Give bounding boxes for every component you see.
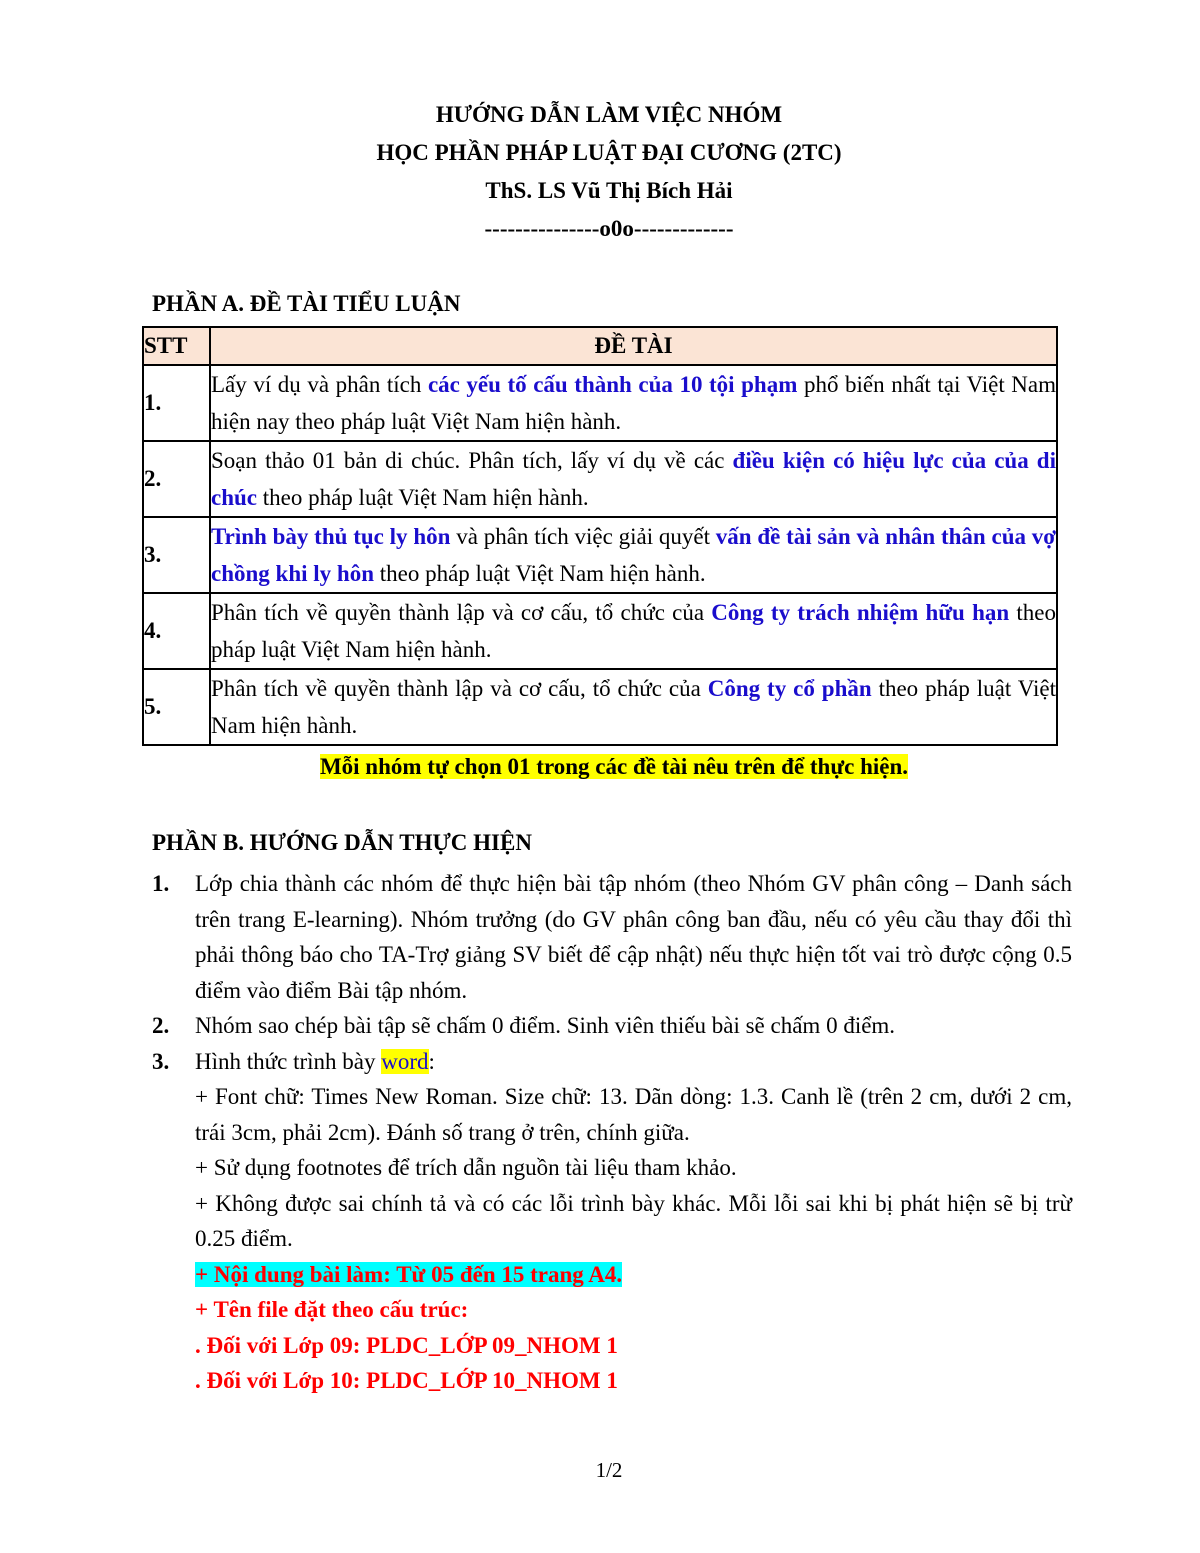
highlighted-word: word [381,1048,429,1074]
topic-description [210,365,1057,441]
topic-description [210,669,1057,745]
topic-text: và phân tích việc giải quyết [450,524,716,549]
topic-highlight: Công ty trách nhiệm hữu hạn [711,600,1010,625]
topic-highlight: Trình bày thủ tục ly hôn [211,524,451,549]
table-header-row [143,327,1057,365]
content-highlight: + Nội dung bài làm: Từ 05 đến 15 trang A4. [195,1261,623,1287]
topic-text: theo pháp luật Việt Nam hiện hành. [211,676,1056,738]
topic-text: theo pháp luật Việt Nam hiện hành. [374,561,706,586]
column-header-stt: STT [143,327,210,365]
topic-description [210,593,1057,669]
part-b-heading: PHẦN B. HƯỚNG DẪN THỰC HIỆN [152,830,532,855]
content-requirement [195,1257,1072,1293]
item-intro [195,1044,1072,1080]
topic-text: phổ biến nhất tại Việt Nam hiện nay theo pháp luật Việt Nam hiện hành. [211,372,1056,434]
filename-class-09: . Đối với Lớp 09: PLDC_LỚP 09_NHOM 1 [195,1332,618,1358]
header-title: HƯỚNG DẪN LÀM VIỆC NHÓM [435,102,783,127]
topics-table [142,326,1058,746]
topic-text: theo pháp luật Việt Nam hiện hành. [257,485,589,510]
error-requirement: + Không được sai chính tả và có các lỗi trình bày khác. Mỗi lỗi sai khi bị phát hiện sẽ bị trừ 0.25 điểm. [195,1190,1072,1251]
topic-highlight: các yếu tố cấu thành của 10 tội phạm [427,372,798,397]
topic-description [210,441,1057,517]
topic-text: Phân tích về quyền thành lập và cơ cấu, tổ chức của [211,600,712,625]
column-header-topic: ĐỀ TÀI [210,327,1057,365]
row-number: 3. [143,517,210,593]
header-author: ThS. LS Vũ Thị Bích Hải [485,178,733,203]
row-number: 4. [143,593,210,669]
topic-highlight: điều kiện có hiệu lực của của di chúc [211,448,1056,510]
item-number: 3. [152,1048,170,1074]
item-text: Nhóm sao chép bài tập sẽ chấm 0 điểm. Sinh viên thiếu bài sẽ chấm 0 điểm. [195,1013,896,1038]
footnote-requirement: + Sử dụng footnotes để trích dẫn nguồn tài liệu tham khảo. [195,1155,737,1180]
table-row [143,669,1057,745]
item-text: Lớp chia thành các nhóm để thực hiện bài tập nhóm (theo Nhóm GV phân công – Danh sách trên trang E-learning). Nhóm trưởng (do GV phân công ban đầu, nếu có yêu cầu thay đổi thì phải thông báo cho TA-Trợ giảng SV biết để cập nhật) nếu thực hiện tốt vai trò được cộng 0.5 điểm vào điểm Bài tập nhóm. [195,871,1072,1003]
row-number: 2. [143,441,210,517]
item-colon: : [428,1048,435,1074]
topic-text: Lấy ví dụ và phân tích [211,372,428,397]
table-row [143,517,1057,593]
list-item [152,1008,1072,1044]
row-number: 1. [143,365,210,441]
table-row [143,593,1057,669]
font-requirement: + Font chữ: Times New Roman. Size chữ: 13. Dãn dòng: 1.3. Canh lề (trên 2 cm, dưới 2 cm, trái 3cm, phải 2cm). Đánh số trang ở trên, chính giữa. [195,1084,1072,1145]
header-course: HỌC PHẦN PHÁP LUẬT ĐẠI CƯƠNG (2TC) [376,140,842,165]
note-text: Mỗi nhóm tự chọn 01 trong các đề tài nêu trên để thực hiện. [319,754,909,779]
item-number: 1. [152,871,170,896]
topic-text: theo pháp luật Việt Nam hiện hành. [211,600,1056,662]
list-item [152,1044,1072,1399]
topic-highlight: Công ty cổ phần [707,676,872,701]
item-text: Hình thức trình bày [195,1048,382,1074]
topic-highlight: vấn đề tài sản và nhân thân của vợ chồng khi ly hôn [211,524,1057,586]
row-number: 5. [143,669,210,745]
table-row [143,441,1057,517]
filename-requirement: + Tên file đặt theo cấu trúc: [195,1297,469,1322]
header-separator: ---------------o0o------------- [484,216,734,241]
table-row [143,365,1057,441]
filename-class-10: . Đối với Lớp 10: PLDC_LỚP 10_NHOM 1 [195,1368,618,1393]
list-item [152,866,1072,1008]
instruction-list [152,866,1072,1399]
item-number: 2. [152,1013,170,1038]
part-a-heading: PHẦN A. ĐỀ TÀI TIỂU LUẬN [152,291,461,316]
topic-text: Soạn thảo 01 bản di chúc. Phân tích, lấy ví dụ về các [211,448,733,473]
page-number: 1/2 [595,1458,623,1482]
document-header [0,96,1200,248]
topic-selection-note [0,754,1200,780]
topic-description [210,517,1057,593]
topic-text: Phân tích về quyền thành lập và cơ cấu, tổ chức của [211,676,708,701]
